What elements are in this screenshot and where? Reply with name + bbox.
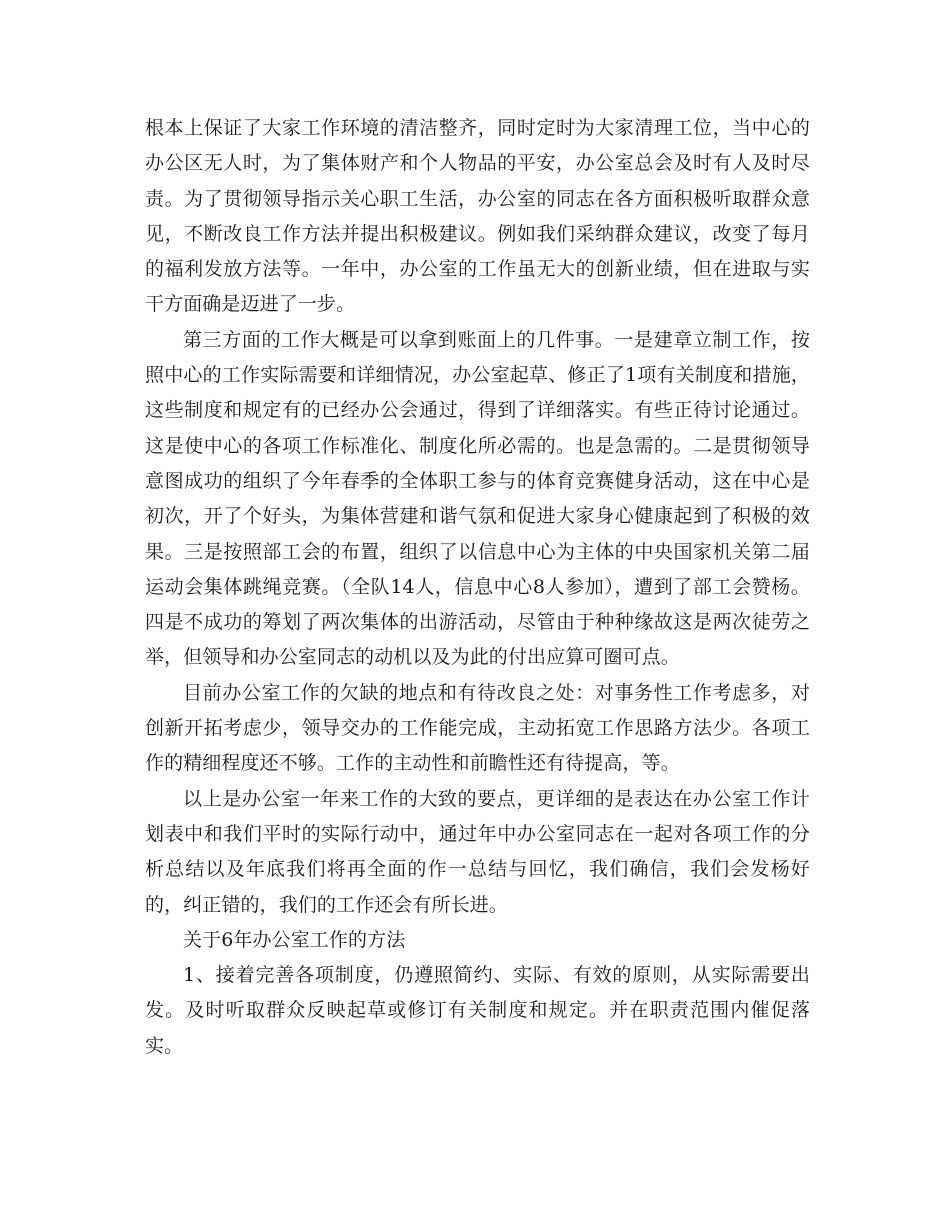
document-page	[145, 111, 810, 1064]
list-item: 1、接着完善各项制度，仍遵照简约、实际、有效的原则，从实际需要出发。及时听取群众反映起草或修订有关制度和规定。并在职责范围内催促落实。	[145, 964, 810, 1057]
paragraph-continuation: 根本上保证了大家工作环境的清洁整齐，同时定时为大家清理工位，当中心的办公区无人时，为了集体财产和个人物品的平安，办公室总会及时有人及时尽责。为了贯彻领导指示关心职工生活，办公室的同志在各方面积极听取群众意见，不断改良工作方法并提出积极建议。例如我们采纳群众建议，改变了每月的福利发放方法等。一年中，办公室的工作虽无大的创新业绩，但在进取与实干方面确是迈进了一步。	[145, 117, 810, 316]
paragraph-third-aspect: 第三方面的工作大概是可以拿到账面上的几件事。一是建章立制工作，按照中心的工作实际需要和详细情况，办公室起草、修正了1项有关制度和措施，这些制度和规定有的已经办公会通过，得到了详细落实。有些正待讨论通过。这是使中心的各项工作标准化、制度化所必需的。也是急需的。二是贯彻领导意图成功的组织了今年春季的全体职工参与的体育竞赛健身活动，这在中心是初次，开了个好头，为集体营建和谐气氛和促进大家身心健康起到了积极的效果。三是按照部工会的布置，组织了以信息中心为主体的中央国家机关第二届运动会集体跳绳竞赛。（全队14人，信息中心8人参加），遭到了部工会赞杨。四是不成功的筹划了两次集体的出游活动，尽管由于种种缘故这是两次徒劳之举，但领导和办公室同志的动机以及为此的付出应算可圈可点。	[145, 328, 810, 669]
section-heading: 关于6年办公室工作的方法	[183, 928, 406, 951]
paragraph-shortcomings: 目前办公室工作的欠缺的地点和有待改良之处：对事务性工作考虑多，对创新开拓考虑少，领导交办的工作能完成，主动拓宽工作思路方法少。各项工作的精细程度还不够。工作的主动性和前瞻性还有待提高，等。	[145, 681, 810, 775]
paragraph-summary: 以上是办公室一年来工作的大致的要点，更详细的是表达在办公室工作计划表中和我们平时的实际行动中，通过年中办公室同志在一起对各项工作的分析总结以及年底我们将再全面的作一总结与回忆，我们确信，我们会发杨好的，纠正错的，我们的工作还会有所长进。	[145, 787, 810, 916]
